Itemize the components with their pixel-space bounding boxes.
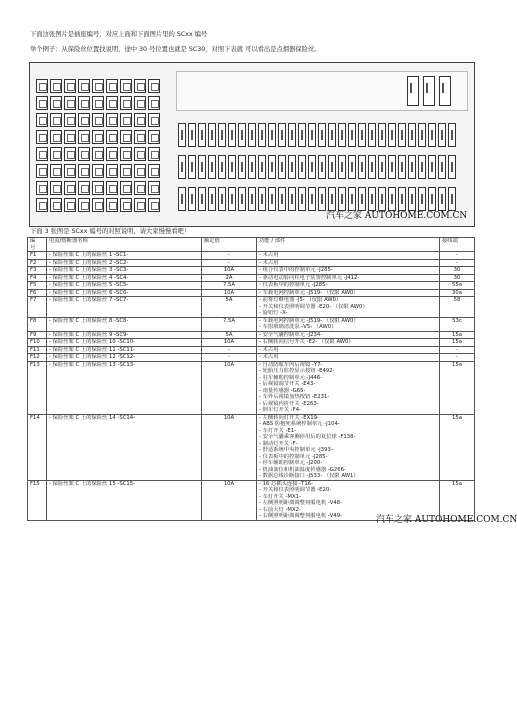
relay-socket	[188, 187, 196, 211]
relay-socket	[308, 123, 316, 147]
fuse-socket	[50, 96, 62, 110]
fuse-rating: 5A	[202, 297, 257, 318]
relay-socket	[198, 123, 206, 147]
fuse-name: - 保险丝架 C 上的保险丝 4 -SC4-	[47, 274, 202, 282]
relay-socket	[398, 123, 406, 147]
fuse-socket	[36, 198, 48, 212]
fuse-socket	[106, 96, 118, 110]
fuse-socket	[106, 113, 118, 127]
fuse-socket	[134, 181, 146, 195]
fuse-socket	[134, 198, 146, 212]
relay-socket	[248, 187, 256, 211]
fuse-socket	[50, 79, 62, 93]
fuse-socket	[36, 96, 48, 110]
table-caption: 下面 3 张图是 SCxx 编号的对照说明，请大家慢慢看吧！	[30, 228, 191, 235]
relay-socket	[198, 155, 206, 179]
relay-socket	[228, 155, 236, 179]
fuse-id: F10	[28, 339, 47, 347]
fuse-socket	[148, 164, 160, 178]
fuse-name: - 保险丝架 C 上的保险丝 5 -SC5-	[47, 282, 202, 290]
relay-socket	[328, 123, 336, 147]
relay-socket	[338, 155, 346, 179]
fuse-socket	[50, 181, 62, 195]
fuse-name: - 保险丝架 C 上的保险丝 9 -SC9-	[47, 331, 202, 339]
fuse-id: F9	[28, 331, 47, 339]
fuse-terminal: -	[440, 354, 475, 362]
fuse-socket	[50, 113, 62, 127]
fuse-function: - 自动防眩车内后视镜 -Y7- - 轮胎压力监控显示按钮 -E492- - 驻车辅助控制单元 -J446- - 后视镜调节开关 -E43- - 雨量传感器 -G65- - 车外后视镜加热按钮 -E231- - 后视镜内折开关 -E263- - 倒车灯开关 -F4-	[257, 361, 440, 414]
relay-socket	[278, 187, 286, 211]
table-row	[28, 282, 475, 290]
relay-socket	[218, 187, 226, 211]
fuse-socket	[120, 79, 132, 93]
relay-socket	[288, 187, 296, 211]
relay-socket	[178, 155, 186, 179]
fuse-socket	[134, 113, 146, 127]
fuse-name: - 保险丝架 C 上的保险丝 13 -SC13-	[47, 361, 202, 414]
table-row	[28, 414, 475, 480]
fuse-socket	[148, 79, 160, 93]
fuse-socket	[64, 164, 76, 178]
relay-socket	[228, 187, 236, 211]
relay-socket	[318, 123, 326, 147]
fuse-socket	[78, 130, 90, 144]
fuse-rating: 5A	[202, 331, 257, 339]
fuse-rating: 10A	[202, 361, 257, 414]
intro-line-1: 下面这张图片是插座编号，对应上面和下面图片里的 SCxx 编号	[30, 31, 208, 38]
col-header-name: 电流/熔断器名称	[47, 238, 202, 252]
fuse-name: - 保险丝架 C 上的保险丝 8 -SC8-	[47, 317, 202, 331]
fuse-socket	[134, 96, 146, 110]
relay-socket	[407, 76, 419, 106]
fuse-function: - 左侧转向灯开关 -EX19- - ABS 防抱死系统控制单元 -J104- - 车灯开关 -E1- - 安全气囊乘客侧停用后的复位球 -F138- - 制动灯开关 -F- - 舒适系统中央控制单元 -J393- - 仪表板中的控制单元 -J285- - 停车辅助控制单元 -J200- - 机油油位和机油温度传感器 -G266- - 数据总线诊断接口 -J533- （仅限 AW1）	[257, 414, 440, 480]
relay-socket	[188, 155, 196, 179]
relay-socket	[428, 155, 436, 179]
fuse-socket	[78, 147, 90, 161]
fuse-id: F15	[28, 480, 47, 520]
relay-socket	[278, 123, 286, 147]
fuse-socket	[106, 164, 118, 178]
fuse-terminal: 15a	[440, 480, 475, 520]
fuse-socket	[134, 79, 146, 93]
col-header-function: 功能 / 部件	[257, 238, 440, 252]
fuse-function: - 驱动电动转向柱电子装置控制单元 -J412-	[257, 274, 440, 282]
fuse-socket	[64, 130, 76, 144]
relay-socket	[218, 155, 226, 179]
relay-socket	[208, 155, 216, 179]
fuse-rating: -	[202, 252, 257, 260]
fuse-rating: 10A	[202, 289, 257, 297]
fuse-rating: 10A	[202, 267, 257, 275]
relay-socket	[218, 123, 226, 147]
fuse-socket	[50, 164, 62, 178]
fuse-id: F13	[28, 361, 47, 414]
relay-socket	[298, 123, 306, 147]
fuse-socket	[148, 147, 160, 161]
fuse-box-diagram	[29, 62, 475, 227]
relay-socket	[439, 76, 451, 106]
fuse-socket	[148, 130, 160, 144]
relay-socket	[378, 155, 386, 179]
fuse-function: - 右侧转向信号开关 -E2- （仅限 AW0）	[257, 339, 440, 347]
fuse-table	[27, 237, 475, 521]
fuse-name: - 保险丝架 C 上的保险丝 1 -SC1-	[47, 252, 202, 260]
fuse-function: - 未占用	[257, 354, 440, 362]
fuse-socket	[92, 113, 104, 127]
fuse-socket	[92, 130, 104, 144]
fuse-socket	[36, 130, 48, 144]
fuse-function: - 安全气囊控制单元 -J234-	[257, 331, 440, 339]
fuse-id: F7	[28, 297, 47, 318]
fuse-id: F2	[28, 259, 47, 267]
fuse-socket	[134, 147, 146, 161]
watermark-top: 汽车之家 AUTOHOME.COM.CN	[326, 211, 468, 221]
fuse-socket	[92, 96, 104, 110]
relay-socket	[368, 123, 376, 147]
fuse-rating: -	[202, 259, 257, 267]
relay-socket	[268, 155, 276, 179]
fuse-socket	[106, 130, 118, 144]
fuse-socket	[78, 198, 90, 212]
fuse-terminal: 15a	[440, 414, 475, 480]
relay-socket	[368, 155, 376, 179]
fuse-socket	[148, 96, 160, 110]
fuse-terminal: 15a	[440, 331, 475, 339]
fuse-socket	[36, 147, 48, 161]
fuse-function: - 组合仪表中的控制单元 -J285-	[257, 267, 440, 275]
table-row	[28, 267, 475, 275]
fuse-rating: 7.5A	[202, 317, 257, 331]
fuse-function: - 16 芯插头连接 -T16- - 开关和仪表照明调节器 -E20- - 车灯开关 -MX1- - 左侧照明距离调整伺服电机 -V48- - 右前大灯 -MX2- - 右侧照明距离调整伺服电机 -V49-	[257, 480, 440, 520]
table-row	[28, 274, 475, 282]
fuse-socket	[120, 164, 132, 178]
fuse-socket	[50, 130, 62, 144]
fuse-socket	[78, 79, 90, 93]
fuse-id: F12	[28, 354, 47, 362]
fuse-socket	[120, 113, 132, 127]
relay-socket	[278, 155, 286, 179]
fuse-terminal: 53c	[440, 317, 475, 331]
table-row	[28, 361, 475, 414]
fuse-rating: 2A	[202, 274, 257, 282]
fuse-rating: -	[202, 346, 257, 354]
relay-socket	[378, 123, 386, 147]
relay-socket	[438, 123, 446, 147]
fuse-socket	[78, 181, 90, 195]
fuse-name: - 保险丝架 C 上的保险丝 2 -SC2-	[47, 259, 202, 267]
table-row	[28, 259, 475, 267]
fuse-socket	[120, 181, 132, 195]
fuse-function: - 未占用	[257, 252, 440, 260]
relay-socket	[408, 155, 416, 179]
fuse-socket	[64, 113, 76, 127]
relay-socket	[448, 155, 456, 179]
fuse-name: - 保险丝架 C 上的保险丝 14 -SC14-	[47, 414, 202, 480]
relay-socket	[238, 187, 246, 211]
table-header-row	[28, 238, 475, 252]
fuse-name: - 保险丝架 C 上的保险丝 7 -SC7-	[47, 297, 202, 318]
fuse-socket	[64, 181, 76, 195]
fuse-socket	[106, 181, 118, 195]
upper-relay-area	[176, 71, 468, 111]
intro-line-2: 举个例子：从保险丝位置找说明，途中 30 号位置也就是 SC30，对照下表就 可以看出是点烟器保险丝。	[30, 46, 321, 53]
fuse-name: - 保险丝架 C 上的保险丝 12 -SC12-	[47, 354, 202, 362]
fuse-socket	[92, 198, 104, 212]
relay-socket	[418, 155, 426, 179]
fuse-socket	[106, 198, 118, 212]
fuse-socket	[78, 164, 90, 178]
relay-socket	[418, 123, 426, 147]
fuse-function: - 车载电网控制单元 -J519- （仅限 AW0） - 车窗玻璃清洗泵 -V5- （AW0）	[257, 317, 440, 331]
relay-socket	[408, 123, 416, 147]
fuse-socket	[92, 147, 104, 161]
fuse-id: F1	[28, 252, 47, 260]
relay-socket	[268, 123, 276, 147]
relay-socket	[248, 123, 256, 147]
fuse-socket-grid	[36, 79, 166, 219]
fuse-socket	[120, 147, 132, 161]
fuse-terminal: 30	[440, 267, 475, 275]
relay-socket	[338, 123, 346, 147]
relay-socket	[348, 123, 356, 147]
relay-socket	[358, 155, 366, 179]
fuse-socket	[36, 164, 48, 178]
fuse-rating: 7.5A	[202, 282, 257, 290]
fuse-socket	[120, 130, 132, 144]
fuse-id: F14	[28, 414, 47, 480]
fuse-socket	[92, 164, 104, 178]
relay-socket	[228, 123, 236, 147]
fuse-socket	[50, 147, 62, 161]
relay-socket	[178, 123, 186, 147]
fuse-rating: 10A	[202, 480, 257, 520]
table-row	[28, 354, 475, 362]
fuse-id: F11	[28, 346, 47, 354]
fuse-socket	[92, 79, 104, 93]
fuse-name: - 保险丝架 C 上的保险丝 6 -SC6-	[47, 289, 202, 297]
relay-socket	[188, 123, 196, 147]
fuse-socket	[78, 113, 90, 127]
fuse-socket	[64, 79, 76, 93]
fuse-socket	[64, 198, 76, 212]
table-row	[28, 289, 475, 297]
fuse-terminal: 55a	[440, 282, 475, 290]
relay-socket	[178, 187, 186, 211]
relay-socket	[388, 155, 396, 179]
fuse-terminal: 30a	[440, 289, 475, 297]
relay-socket	[288, 155, 296, 179]
fuse-id: F5	[28, 282, 47, 290]
fuse-name: - 保险丝架 C 上的保险丝 10 -SC10-	[47, 339, 202, 347]
relay-socket	[288, 123, 296, 147]
fuse-terminal: -	[440, 259, 475, 267]
relay-socket	[198, 187, 206, 211]
relay-socket	[258, 187, 266, 211]
col-header-rating: 额定值	[202, 238, 257, 252]
fuse-id: F8	[28, 317, 47, 331]
fuse-socket	[36, 79, 48, 93]
relay-socket	[298, 187, 306, 211]
relay-socket	[348, 155, 356, 179]
fuse-rating: 10A	[202, 339, 257, 347]
fuse-name: - 保险丝架 C 上的保险丝 11 -SC11-	[47, 346, 202, 354]
fuse-name: - 保险丝架 C 上的保险丝 15 -SC15-	[47, 480, 202, 520]
col-header-terminal: 接线端	[440, 238, 475, 252]
relay-socket	[358, 123, 366, 147]
relay-socket	[308, 155, 316, 179]
relay-socket	[298, 155, 306, 179]
fuse-id: F6	[28, 289, 47, 297]
relay-socket	[258, 123, 266, 147]
fuse-function: - 车载电网控制单元 -J519- （仅限 AW0）	[257, 289, 440, 297]
fuse-socket	[78, 96, 90, 110]
relay-socket	[318, 187, 326, 211]
table-row	[28, 339, 475, 347]
fuse-terminal: 30	[440, 274, 475, 282]
fuse-socket	[120, 96, 132, 110]
fuse-socket	[36, 113, 48, 127]
fuse-id: F3	[28, 267, 47, 275]
fuse-rating: 10A	[202, 414, 257, 480]
fuse-socket	[148, 198, 160, 212]
relay-socket	[208, 123, 216, 147]
relay-socket	[423, 76, 435, 106]
fuse-id: F4	[28, 274, 47, 282]
fuse-terminal: -	[440, 252, 475, 260]
relay-socket	[248, 155, 256, 179]
fuse-socket	[64, 96, 76, 110]
fuse-name: - 保险丝架 C 上的保险丝 3 -SC3-	[47, 267, 202, 275]
table-row	[28, 252, 475, 260]
fuse-socket	[106, 79, 118, 93]
relay-socket	[208, 187, 216, 211]
table-row	[28, 331, 475, 339]
col-header-number: 编 号	[28, 238, 47, 252]
fuse-socket	[134, 164, 146, 178]
watermark-bottom: 汽车之家 AUTOHOME.COM.CN	[376, 515, 517, 525]
fuse-rating: -	[202, 354, 257, 362]
fuse-function: - 未占用	[257, 259, 440, 267]
table-row	[28, 346, 475, 354]
relay-socket	[318, 155, 326, 179]
fuse-terminal: 15a	[440, 339, 475, 347]
relay-socket	[258, 155, 266, 179]
fuse-function: - 未占用	[257, 346, 440, 354]
fuse-socket	[106, 147, 118, 161]
fuse-socket	[148, 113, 160, 127]
relay-socket	[448, 123, 456, 147]
fuse-socket	[120, 198, 132, 212]
fuse-socket	[50, 198, 62, 212]
table-row	[28, 317, 475, 331]
relay-socket-grid	[178, 123, 468, 217]
fuse-function: - 前雾灯继电器 -J5- （仅限 AW0） - 开关和仪表照明调节器 -E20- （仅限 AW0） - 旋钮灯 -X-	[257, 297, 440, 318]
relay-socket	[428, 123, 436, 147]
relay-socket	[398, 155, 406, 179]
fuse-function: - 仪表板中的控制单元 -J285-	[257, 282, 440, 290]
relay-socket	[238, 123, 246, 147]
relay-socket	[238, 155, 246, 179]
table-row	[28, 297, 475, 318]
fuse-terminal: -	[440, 346, 475, 354]
relay-socket	[268, 187, 276, 211]
fuse-socket	[36, 181, 48, 195]
fuse-socket	[134, 130, 146, 144]
relay-socket	[328, 155, 336, 179]
fuse-terminal: 15a	[440, 361, 475, 414]
relay-socket	[388, 123, 396, 147]
fuse-socket	[64, 147, 76, 161]
fuse-terminal: 58	[440, 297, 475, 318]
fuse-socket	[148, 181, 160, 195]
relay-socket	[308, 187, 316, 211]
fuse-socket	[92, 181, 104, 195]
relay-socket	[438, 155, 446, 179]
